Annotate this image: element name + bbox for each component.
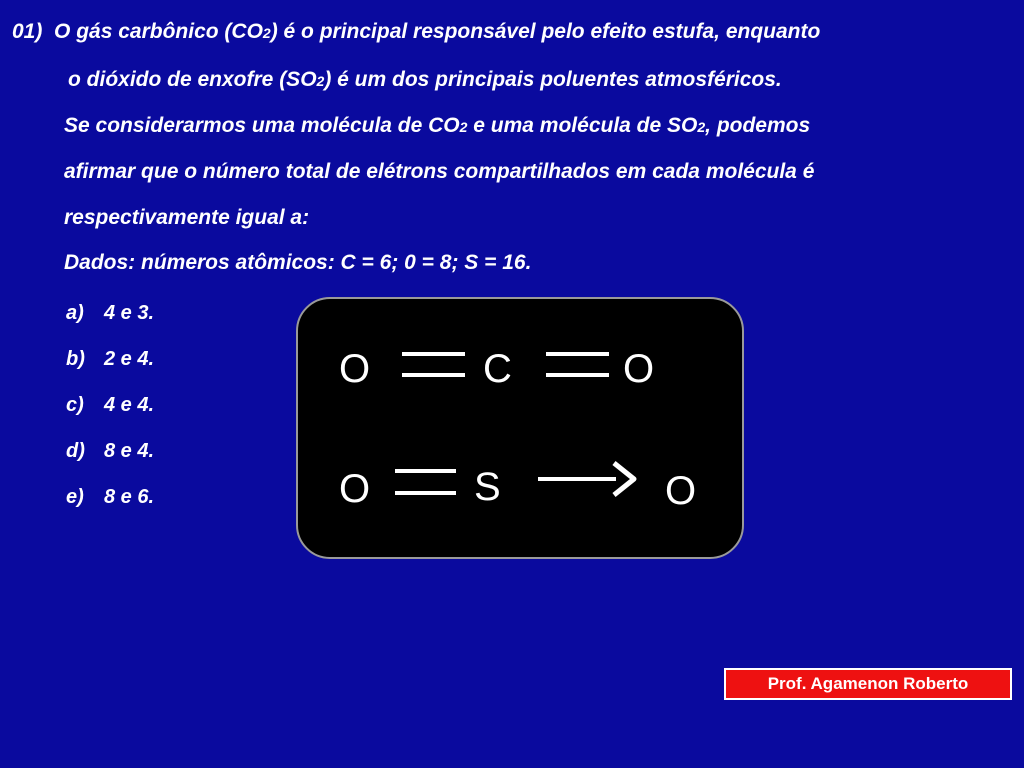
question-number: 01) [12, 20, 43, 43]
so2-double-bond-top [395, 469, 456, 473]
co2-carbon: C [483, 347, 512, 391]
option-e[interactable]: e) 8 e 6. [66, 486, 155, 508]
co2-double-bond-right-bottom [546, 373, 609, 377]
so2-double-bond-bottom [395, 491, 456, 495]
question-line-2: o dióxido de enxofre (SO2) é um dos principais poluentes atmosféricos. [68, 68, 782, 91]
option-a[interactable]: a) 4 e 3. [66, 302, 155, 324]
question-line-5: respectivamente igual a: [64, 206, 310, 229]
so2-oxygen-left: O [339, 467, 371, 511]
co2-oxygen-right: O [623, 347, 655, 391]
co2-oxygen-left: O [339, 347, 371, 391]
so2-oxygen-right: O [665, 469, 697, 513]
option-c[interactable]: c) 4 e 4. [66, 394, 155, 416]
co2-double-bond-left-top [402, 352, 465, 356]
co2-double-bond-right-top [546, 352, 609, 356]
option-d[interactable]: d) 8 e 4. [66, 440, 155, 462]
so2-sulfur: S [474, 465, 501, 509]
structural-formula-box [296, 297, 744, 559]
question-line-6: Dados: números atômicos: C = 6; 0 = 8; S = 16. [64, 251, 532, 274]
question-line-1: 01) O gás carbônico (CO2) é o principal responsável pelo efeito estufa, enquanto [12, 20, 821, 43]
option-b[interactable]: b) 2 e 4. [66, 348, 155, 370]
question-line-3: Se considerarmos uma molécula de CO2 e uma molécula de SO2, podemos [64, 114, 811, 137]
so2-dative-bond-arrow-icon [534, 457, 646, 497]
question-line-4: afirmar que o número total de elétrons compartilhados em cada molécula é [64, 160, 815, 183]
co2-double-bond-left-bottom [402, 373, 465, 377]
author-credit-badge: Prof. Agamenon Roberto [724, 668, 1012, 700]
